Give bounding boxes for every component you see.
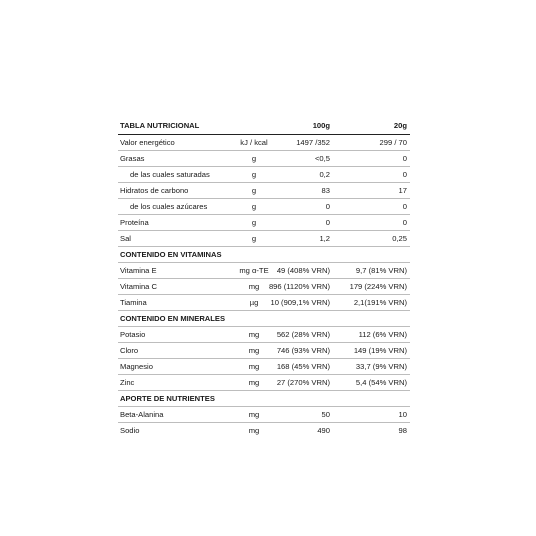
section-header-vitamins (118, 247, 410, 263)
nutrient-name: Magnesio (120, 362, 153, 371)
nutrient-name: Hidratos de carbono (120, 186, 189, 195)
table-row (118, 423, 410, 438)
nutrient-name: Sal (120, 234, 131, 243)
nutrient-unit: g (251, 234, 257, 243)
value-100g: 0,2 (319, 170, 330, 179)
value-100g: 50 (321, 410, 330, 419)
nutrient-name: Vitamina C (120, 282, 158, 291)
nutrient-unit: mg α-TE (239, 266, 269, 275)
section-header-minerals (118, 311, 410, 327)
value-20g: 9,7 (81% VRN) (355, 266, 407, 275)
nutrient-name: Cloro (120, 346, 139, 355)
table-row (118, 327, 410, 343)
nutrient-name: Tiamina (120, 298, 147, 307)
nutrient-unit: mg (248, 378, 260, 387)
nutrient-unit: mg (248, 362, 260, 371)
value-100g: 0 (325, 202, 330, 211)
value-100g: 0 (325, 218, 330, 227)
value-20g: 0 (402, 218, 407, 227)
table-row (118, 407, 410, 423)
nutrient-name: Vitamina E (120, 266, 157, 275)
value-20g: 112 (6% VRN) (358, 330, 407, 339)
table-row (118, 183, 410, 199)
value-20g: 17 (398, 186, 407, 195)
table-row (118, 151, 410, 167)
nutrient-unit: mg (248, 346, 260, 355)
nutrient-unit: g (251, 186, 257, 195)
section-title: CONTENIDO EN VITAMINAS (120, 250, 222, 259)
nutrient-unit: mg (248, 282, 260, 291)
table-row (118, 135, 410, 151)
table-title: TABLA NUTRICIONAL (120, 121, 200, 130)
value-20g: 0 (402, 170, 407, 179)
value-20g: 98 (398, 426, 407, 435)
value-100g: 83 (321, 186, 330, 195)
value-100g: 168 (45% VRN) (276, 362, 330, 371)
nutrient-name: Proteína (120, 218, 149, 227)
nutrient-name: Beta-Alanina (120, 410, 164, 419)
value-100g: 49 (408% VRN) (276, 266, 330, 275)
nutrient-name: Potasio (120, 330, 146, 339)
nutrient-unit: mg (248, 410, 260, 419)
value-100g: 1497 /352 (296, 138, 330, 147)
nutrient-unit: g (251, 218, 257, 227)
nutrient-unit: mg (248, 426, 260, 435)
nutrient-name: de las cuales saturadas (130, 170, 210, 179)
table-header (118, 118, 410, 135)
value-100g: <0,5 (315, 154, 330, 163)
value-20g: 10 (398, 410, 407, 419)
table-row (118, 231, 410, 247)
value-100g: 27 (270% VRN) (276, 378, 330, 387)
section-header-nutrients (118, 391, 410, 407)
section-title: APORTE DE NUTRIENTES (120, 394, 215, 403)
value-20g: 0 (402, 154, 407, 163)
nutrient-name: Zinc (120, 378, 135, 387)
column-header-100g: 100g (312, 121, 330, 130)
table-row (118, 215, 410, 231)
table-row (118, 167, 410, 183)
value-20g: 179 (224% VRN) (349, 282, 407, 291)
value-20g: 0,25 (392, 234, 407, 243)
table-row (118, 295, 410, 311)
section-title: CONTENIDO EN MINERALES (120, 314, 226, 323)
value-100g: 490 (317, 426, 330, 435)
nutrient-unit: µg (249, 298, 259, 307)
nutrient-unit: kJ / kcal (240, 138, 268, 147)
value-100g: 10 (909,1% VRN) (270, 298, 330, 307)
value-100g: 746 (93% VRN) (276, 346, 330, 355)
nutrient-name: Grasas (120, 154, 145, 163)
nutrient-name: Sodio (120, 426, 140, 435)
nutrient-unit: g (251, 202, 257, 211)
nutrition-table (118, 118, 410, 438)
column-header-20g: 20g (393, 121, 407, 130)
nutrient-name: Valor energético (120, 138, 175, 147)
value-20g: 299 / 70 (379, 138, 407, 147)
table-row (118, 343, 410, 359)
value-20g: 5,4 (54% VRN) (355, 378, 407, 387)
value-100g: 562 (28% VRN) (276, 330, 330, 339)
nutrient-unit: g (251, 170, 257, 179)
value-20g: 33,7 (9% VRN) (355, 362, 407, 371)
value-100g: 896 (1120% VRN) (268, 282, 330, 291)
value-20g: 149 (19% VRN) (353, 346, 407, 355)
value-20g: 0 (402, 202, 407, 211)
table-row (118, 375, 410, 391)
value-20g: 2,1(191% VRN) (353, 298, 407, 307)
nutrient-name: de los cuales azúcares (130, 202, 208, 211)
table-row (118, 279, 410, 295)
table-row (118, 359, 410, 375)
nutrient-unit: mg (248, 330, 260, 339)
table-row (118, 199, 410, 215)
table-row (118, 263, 410, 279)
nutrient-unit: g (251, 154, 257, 163)
value-100g: 1,2 (319, 234, 330, 243)
